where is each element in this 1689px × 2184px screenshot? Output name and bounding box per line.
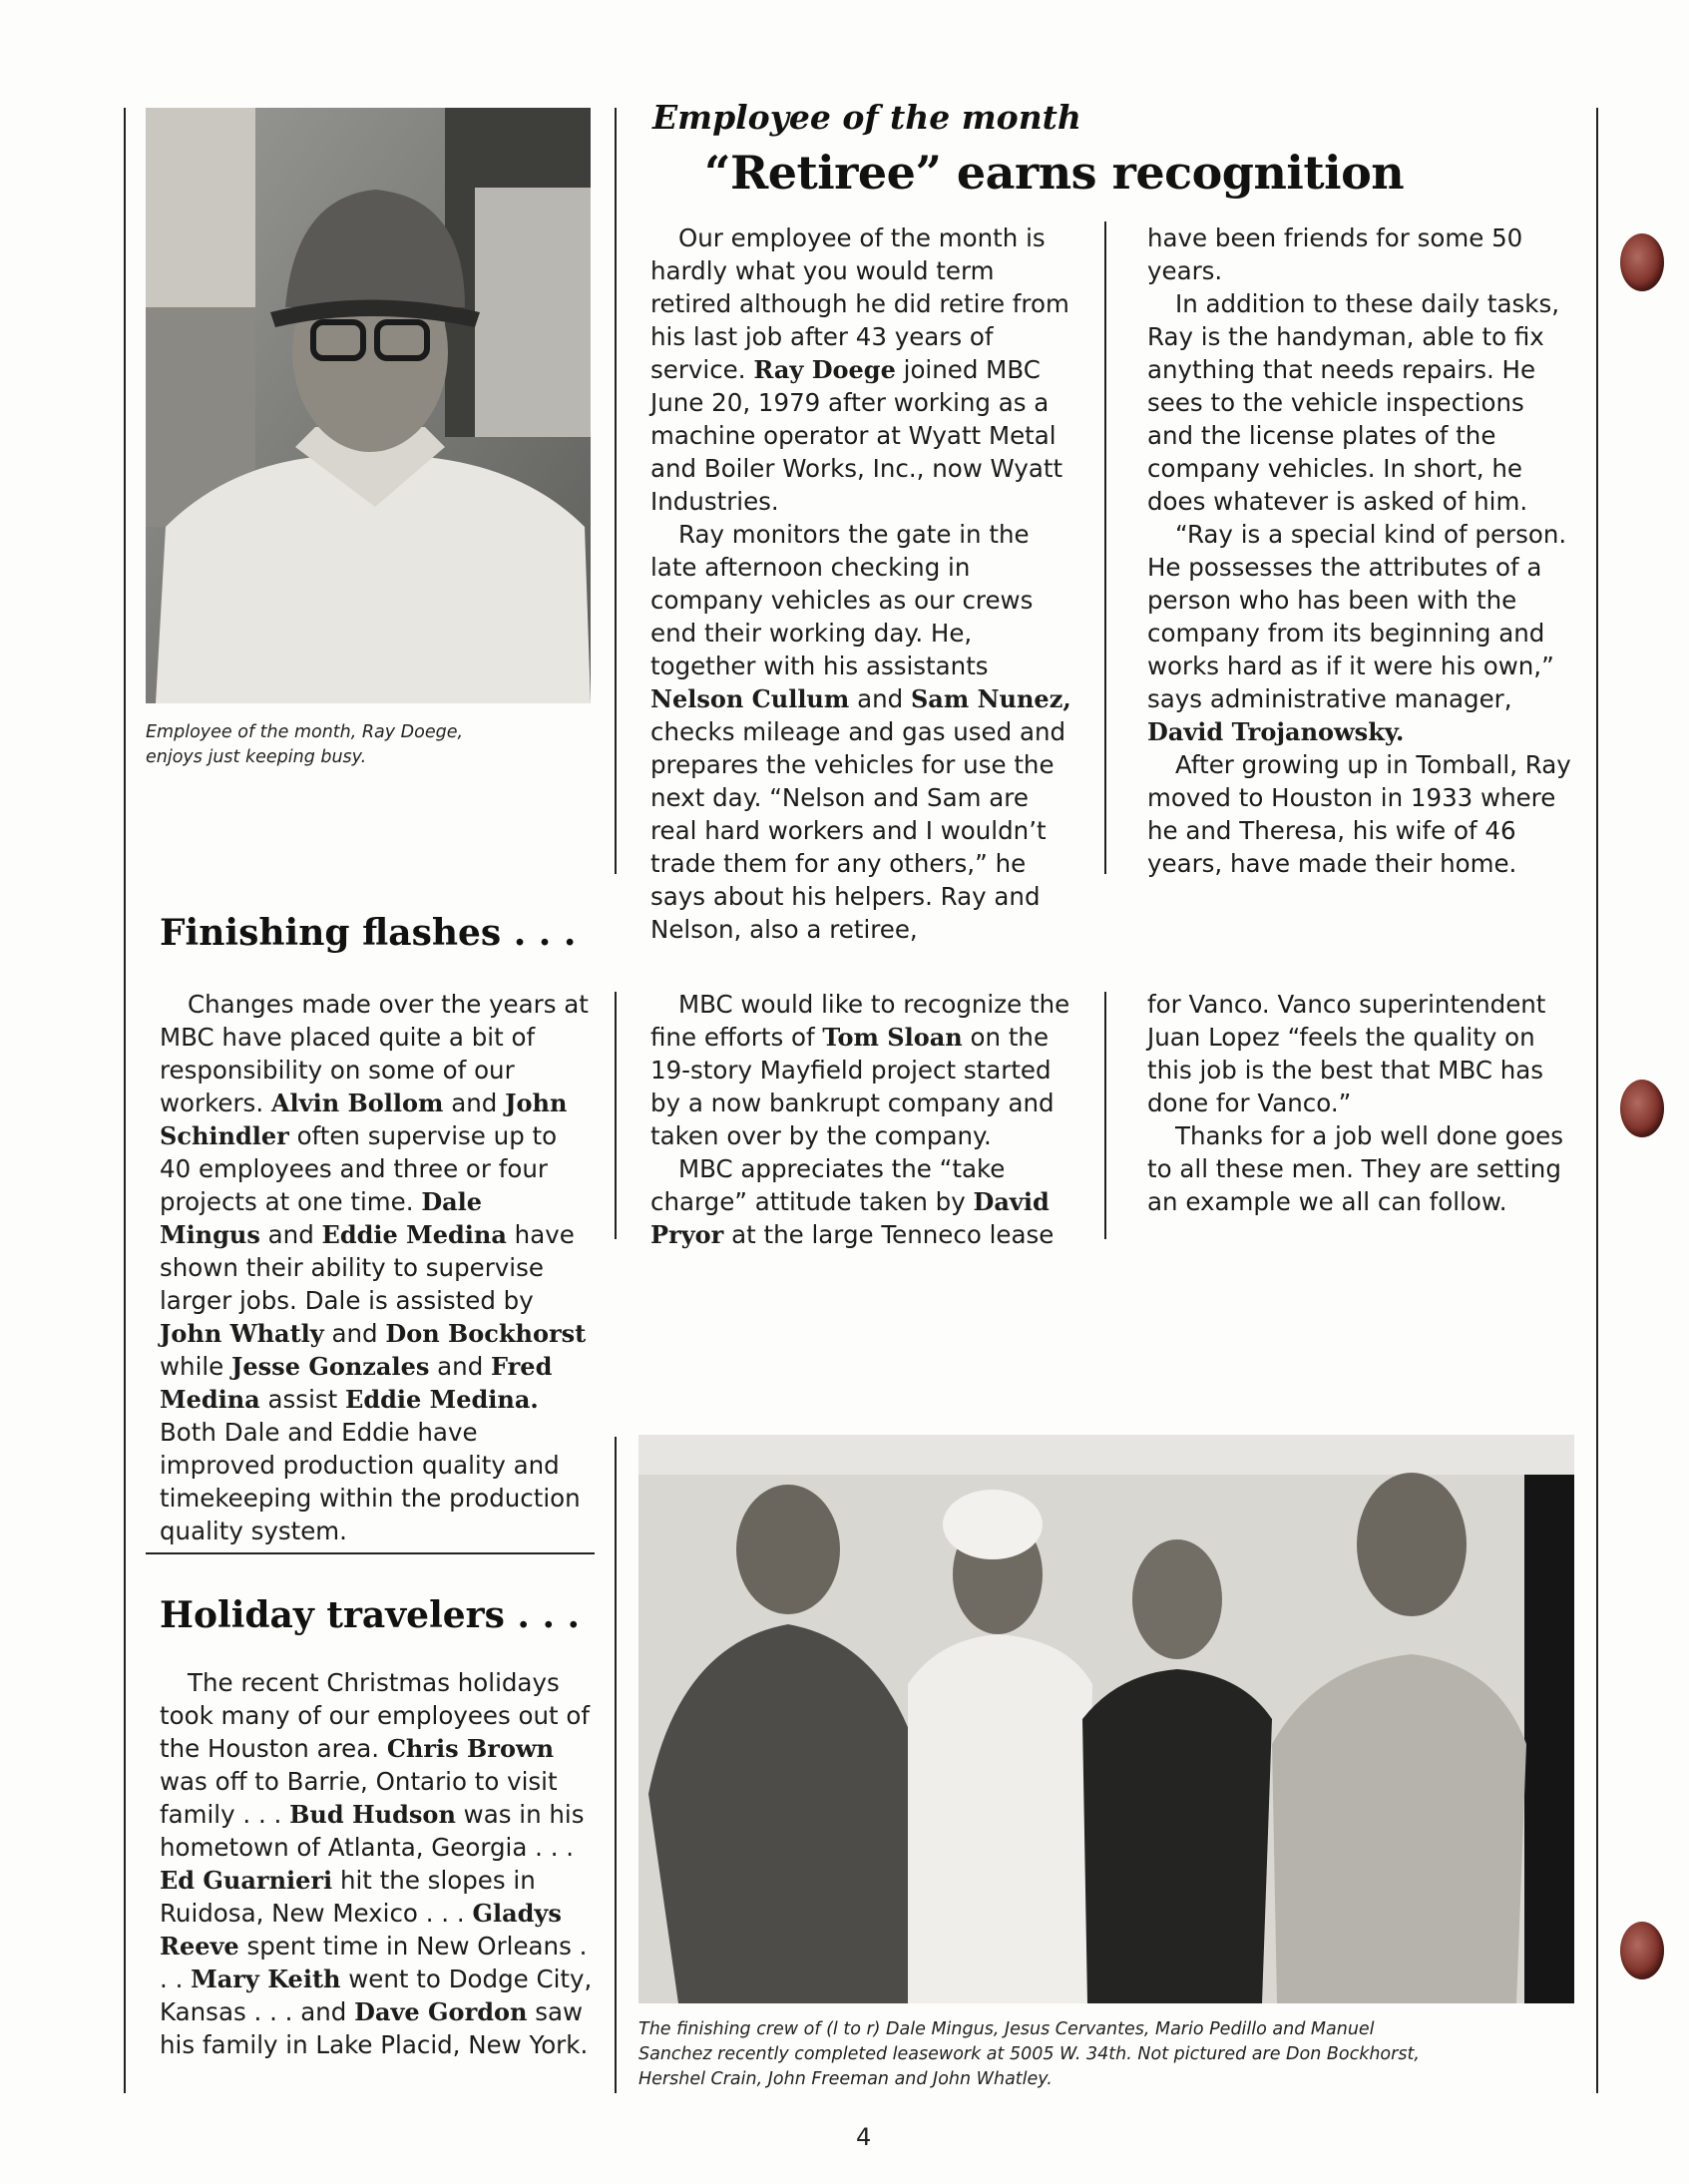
bold-name: Bud Hudson <box>289 1800 456 1829</box>
ray-doege-portrait-image <box>146 108 591 703</box>
paragraph: MBC would like to recognize the fine efforts of Tom Sloan on the 19-story Mayfield project started by a now bankrupt company and taken over by the company. <box>650 990 1070 1150</box>
finishing-crew-group-image <box>638 1435 1574 2003</box>
rule-article-columns <box>1104 221 1106 874</box>
bold-name: Tom Sloan <box>822 1023 963 1052</box>
paragraph: Changes made over the years at MBC have placed quite a bit of responsibility on some of our workers. Alvin Bollom and John Schindler often supervise up to 40 employees and three or four projects at one time. Dale Mingus and Eddie Medina have shown their ability to supervise larger jobs. Dale is assisted by John Whatly and Don Bockhorst while Jesse Gonzales and Fred Medina assist Eddie Medina. Both Dale and Eddie have improved production quality and timekeeping within the production quality system. <box>160 990 589 1545</box>
paragraph: have been friends for some 50 years. <box>1147 223 1523 285</box>
bold-name: Don Bockhorst <box>385 1319 587 1348</box>
bold-name: Sam Nunez, <box>910 684 1071 713</box>
paragraph: After growing up in Tomball, Ray moved to Houston in 1933 where he and Theresa, his wife of 46 years, have made their home. <box>1147 750 1571 878</box>
punch-hole-middle <box>1620 1080 1664 1137</box>
article-column-2 <box>1147 221 1576 880</box>
finishing-flashes-title: Finishing flashes . . . <box>160 912 577 954</box>
photo-ray-doege-caption: Employee of the month, Ray Doege, enjoys just keeping busy. <box>146 722 464 767</box>
bold-name: Ray Doege <box>753 355 896 384</box>
bold-name: David Pryor <box>650 1187 1050 1249</box>
holiday-column-1 <box>160 1666 595 2061</box>
bold-name: Mary Keith <box>191 1965 341 1993</box>
bold-name: Nelson Cullum <box>650 684 850 713</box>
bold-name: David Trojanowsky. <box>1147 717 1405 746</box>
section-divider <box>146 1552 595 1554</box>
rule-finishing-col-1 <box>615 992 617 1239</box>
bold-name: Eddie Medina <box>321 1220 507 1249</box>
paragraph: Thanks for a job well done goes to all these men. They are setting an example we all can follow. <box>1147 1121 1564 1216</box>
bold-name: Ed Guarnieri <box>160 1866 333 1895</box>
article-headline: “Retiree” earns recognition <box>704 146 1405 200</box>
paragraph: The recent Christmas holidays took many of our employees out of the Houston area. Chris Brown was off to Barrie, Ontario to visit family . . . Bud Hudson was in his hometown of Atlanta, Georgia . . . Ed Guarnieri hit the slopes in Ruidosa, New Mexico . . . Gladys Reeve spent time in New Orleans . . . Mary Keith went to Dodge City, Kansas . . . and Dave Gordon saw his family in Lake Placid, New York. <box>160 1668 593 2059</box>
punch-hole-bottom <box>1620 1922 1664 1979</box>
rule-photo-divider <box>615 108 617 874</box>
paragraph: In addition to these daily tasks, Ray is the handyman, able to fix anything that needs repairs. He sees to the vehicle inspections and the license plates of the company vehicles. In short, he does whatever is asked of him. <box>1147 289 1559 516</box>
rule-finishing-col-2 <box>1104 992 1106 1239</box>
finishing-column-2 <box>650 988 1081 1251</box>
bold-name: Dale Mingus <box>160 1187 483 1249</box>
bold-name: John Whatly <box>160 1319 324 1348</box>
article-column-1 <box>650 221 1081 946</box>
punch-hole-top <box>1620 233 1664 291</box>
bold-name: Chris Brown <box>386 1734 555 1763</box>
paragraph: MBC appreciates the “take charge” attitude taken by David Pryor at the large Tenneco lease <box>650 1154 1055 1249</box>
bold-name: Fred Medina <box>160 1352 553 1414</box>
bold-name: Jesse Gonzales <box>231 1352 430 1381</box>
photo-ray-doege <box>146 108 591 703</box>
paragraph: “Ray is a special kind of person. He possesses the attributes of a person who has been with the company from its beginning and works hard as if it were his own,” says administrative manager, David Trojanowsky. <box>1147 520 1567 746</box>
finishing-column-3 <box>1147 988 1576 1218</box>
rule-crew-photo <box>615 1437 617 2093</box>
rule-left-margin <box>124 108 126 2093</box>
finishing-column-1 <box>160 988 591 1547</box>
paragraph: for Vanco. Vanco superintendent Juan Lopez “feels the quality on this job is the best that MBC has done for Vanco.” <box>1147 990 1546 1117</box>
photo-finishing-crew-caption: The finishing crew of (l to r) Dale Mingus, Jesus Cervantes, Mario Pedillo and Manuel Sanchez recently completed leasework at 5005 W. 34th. Not pictured are Don Bockhorst, Hershel Crain, John Freeman and John Whatley. <box>638 2019 1420 2089</box>
bold-name: Eddie Medina. <box>345 1385 539 1414</box>
paragraph: Our employee of the month is hardly what you would term retired although he did retire from his last job after 43 years of service. Ray Doege joined MBC June 20, 1979 after working as a machine operator at Wyatt Metal and Boiler Works, Inc., now Wyatt Industries. <box>650 223 1069 516</box>
article-kicker: Employee of the month <box>652 98 1081 137</box>
rule-right-margin <box>1596 108 1598 2093</box>
bold-name: Dave Gordon <box>354 1997 528 2026</box>
holiday-travelers-title: Holiday travelers . . . <box>160 1594 581 1636</box>
bold-name: Alvin Bollom <box>270 1089 444 1117</box>
page-number: 4 <box>856 2123 872 2151</box>
photo-finishing-crew <box>638 1435 1574 2003</box>
paragraph: Ray monitors the gate in the late afternoon checking in company vehicles as our crews end their working day. He, together with his assistants Nelson Cullum and Sam Nunez, checks mileage and gas used and prepares the vehicles for use the next day. “Nelson and Sam are real hard workers and I wouldn’t trade them for any others,” he says about his helpers. Ray and Nelson, also a retiree, <box>650 520 1071 944</box>
bold-name: Gladys Reeve <box>160 1899 562 1961</box>
bold-name: John Schindler <box>160 1089 568 1150</box>
